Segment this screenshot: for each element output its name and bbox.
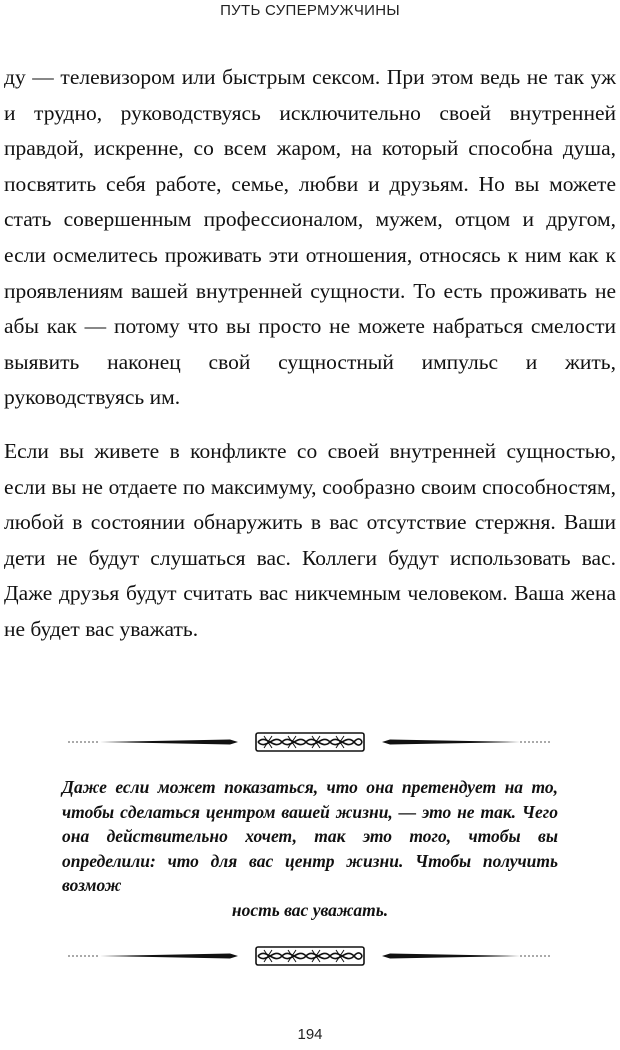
paragraph-2: Если вы живете в конфликте со своей внутренней сущностью, если вы не отдаете по максимуму, сообразно своим способностям, любой в состоянии обнаружить в вас отсутствие стержня. Ваши дети не будут слушаться вас. Коллеги будут использовать вас. Даже друзья будут считать вас никчемным человеком. Ваша жена не будет вас уважать. bbox=[4, 438, 616, 641]
pull-quote bbox=[62, 775, 558, 922]
celtic-knot-icon bbox=[60, 730, 560, 754]
pull-quote-text: Даже если может показаться, что она претендует на то, чтобы сделаться центром вашей жизни, — это не так. Чего она действительно хочет, так это того, чтобы вы определили: что для вас центр жизни. Чтобы получить возмож bbox=[62, 777, 558, 895]
paragraph-1: ду — телевизором или быстрым сексом. При этом ведь не так уж и трудно, руководствуясь исключительно своей внутренней правдой, искренне, со всем жаром, на который способна душа, посвятить себя работе, семье, любви и друзьям. Но вы можете стать совершенным профессионалом, мужем, отцом и другом, если осмелитесь проживать эти отношения, относясь к ним как к проявлениям вашей внутренней сущности. То есть проживать не абы как — потому что вы просто не можете набраться смелости выявить наконец свой сущностный импульс и жить, руководствуясь им. bbox=[4, 65, 616, 410]
page-number: 194 bbox=[297, 1026, 323, 1043]
celtic-knot-icon bbox=[60, 944, 560, 968]
pull-quote-last-line: ность вас уважать. bbox=[231, 899, 389, 920]
running-head: ПУТЬ СУПЕРМУЖЧИНЫ bbox=[220, 2, 400, 19]
ornament-divider-top bbox=[60, 730, 560, 754]
ornament-divider-bottom bbox=[60, 944, 560, 968]
body-text bbox=[4, 60, 616, 648]
